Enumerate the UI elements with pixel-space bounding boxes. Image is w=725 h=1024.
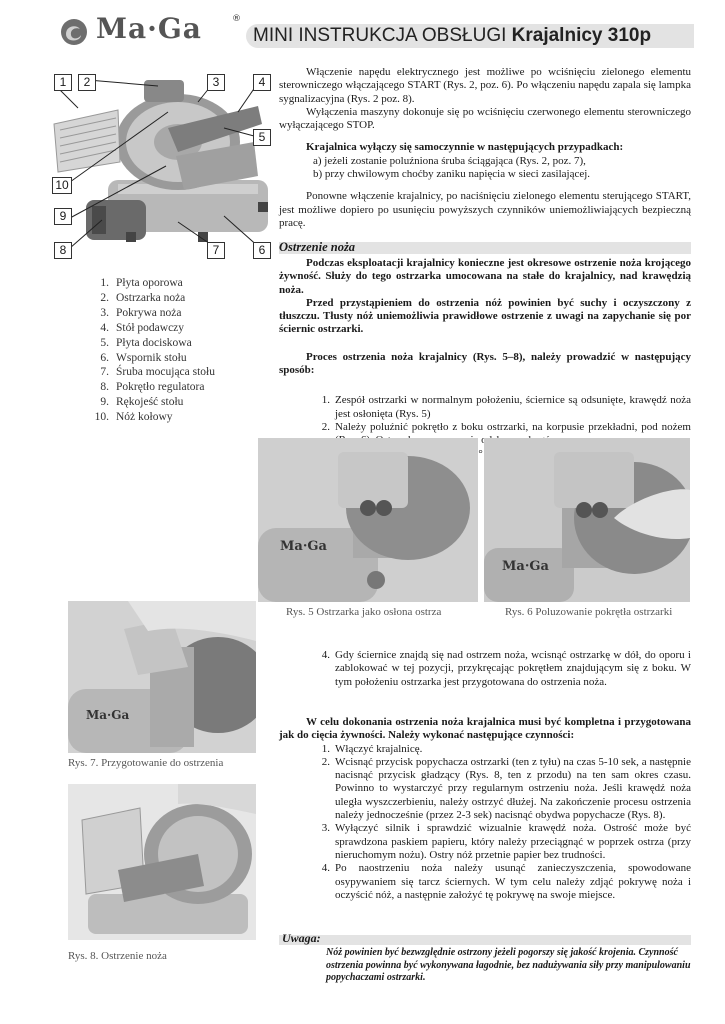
photo-rys8-drawing [68,784,256,940]
callout-1: 1 [54,74,72,91]
list-item: 4. Stół podawczy [100,321,185,334]
intro-paragraph-2: Wyłączenia maszyny dokonuje się po wciśnięciu czerwonego elementu sterowniczego wyłączającego STOP. [279,105,691,132]
registered-mark: ® [232,14,241,24]
note-text: Nóż powinien być bezwzględnie ostrzony jeżeli pogorszy się jakość krojenia. Czynność ostrzenia powinna być wykonywana łagodnie, bez nadużywania siły przy manipulowaniu popychaczami ostrzarki. [326,947,691,983]
intro-text [279,66,691,230]
list-item: 1. Płyta oporowa [100,277,183,289]
intro-case-a: a) jeżeli zostanie poluźniona śruba ściągająca (Rys. 2, poz. 7), [313,154,586,167]
photo-rys7-drawing [68,601,256,753]
photo-rys5-drawing [258,438,478,602]
photo-rys5-logo: Ma·Ga [280,539,327,554]
list-item: 3. Pokrywa noża [100,306,182,319]
section-title: Ostrzenie noża [279,240,356,254]
procedure-paragraph: W celu dokonania ostrzenia noża krajalnica musi być kompletna i przygotowana jak do cięcia żywności. Należy wykonać następujące czynności: [279,716,691,742]
list-item: 2. Należy poluźnić pokrętło z boku ostrzarki, na korpusie przekładni, pod nożem [321,420,691,433]
list-item: 1. Zespół ostrzarki w normalnym położeniu, ściernice są odsunięte, krawędź noża jest osłonięta (Rys. 5) [321,394,691,420]
section-paragraph-3: Proces ostrzenia noża krajalnicy (Rys. 5–8), należy prowadzić w następujący sposób: [279,350,691,377]
note-title: Uwaga: [282,931,321,945]
section-paragraph-2: Przed przystąpieniem do ostrzenia nóż powinien być suchy i oczyszczony z tłuszczu. Tłusty nóż uniemożliwia prawidłowe ostrzenie z uwagi na zapychanie się por ściernic ostrzarki. [279,296,691,336]
list-item: 4. Po naostrzeniu noża należy usunąć zanieczyszczenia, spowodowane osypywaniem się tarcz ściernych. W tym celu należy zdjąć pokrywę noża i oczyścić nóż, a następnie założyć tę pokrywę na swoje miejsce. [321,862,691,901]
callout-6: 6 [253,242,271,259]
photo-rys7 [68,601,256,753]
callout-10: 10 [52,177,72,194]
callout-5: 5 [253,129,271,146]
list-item: 5. Płyta dociskowa [100,336,192,349]
list-item: 2. Wcisnąć przycisk popychacza ostrzarki (ten z tyłu) na czas 5-10 sek, a następnie nacisnąć przycisk gładzący (Rys. 8, ten z przodu) na ten sam okres czasu. Powinno to wystarczyć przy regularnym ostrzeniu noża. Jeśli krawędź noża uległa wyszczerbieniu, należy ostrzyć dłużej. Na zakończenie procesu ostrzenia należy jednocześnie (przez 2-3 sek) nacisnąć obydwa popychacze (Rys. 8). [321,755,691,822]
photo-rys7-logo: Ma·Ga [86,708,130,722]
photo-rys5 [258,438,478,602]
parts-list [90,276,215,425]
step4-text [279,649,691,689]
slicer-diagram [48,72,274,260]
title-regular: MINI INSTRUKCJA OBSŁUGI [253,25,512,46]
callout-9: 9 [54,208,72,225]
intro-case-b: b) przy chwilowym choćby zaniku napięcia w sieci zasilającej. [313,168,591,181]
list-item: 8. Pokrętło regulatora [100,381,205,394]
callout-3: 3 [207,74,225,91]
intro-paragraph-1: Włączenie napędu elektrycznego jest możliwe po wciśnięciu zielonego elementu sterowniczego włączającego START (Rys. 2, poz. 6). Po włączeniu napędu zapala się lampka sygnalizacyjna (Rys. 2 poz. 8). [279,66,691,105]
callout-4: 4 [253,74,271,91]
intro-paragraph-3: Krajalnica wyłączy się samoczynnie w następujących przypadkach: [306,141,624,154]
list-item: 1. Włączyć krajalnicę. [321,742,423,755]
note-bar [279,935,691,945]
list-item: 9. Rękojeść stołu [100,396,184,409]
photo-rys6-drawing [484,438,690,602]
list-item: 6. Wspornik stołu [100,351,187,364]
callout-8: 8 [54,242,72,259]
maga-logo-swirl-icon [60,18,88,46]
title-bold: Krajalnicy 310p [511,25,652,46]
callout-7: 7 [207,242,225,259]
photo-rys6 [484,438,690,602]
procedure-text [279,716,691,902]
list-item: 7. Śruba mocująca stołu [100,366,216,379]
list-item: 10. Nóż kołowy [94,411,173,424]
steps-list-continued [279,649,691,689]
caption-rys8: Rys. 8. Ostrzenie noża [68,950,167,962]
list-item: 2. Ostrzarka noża [100,291,186,304]
procedure-steps [279,743,691,903]
photo-rys6-logo: Ma·Ga [502,559,549,574]
section-paragraph-1: Podczas eksploatacji krajalnicy konieczne jest okresowe ostrzenie noża krojącego żywność. Służy do tego ostrzarka umocowana na stałe do krajalnicy, nad krawędzią noża. [279,257,691,296]
intro-paragraph-4: Ponowne włączenie krajalnicy, po naciśnięciu zielonego elementu sterującego START, jest możliwe dopiero po usunięciu powyższych czynników uniemożliwiających bezpieczną pracę. [279,190,691,229]
photo-rys8 [68,784,256,940]
caption-rys7: Rys. 7. Przygotowanie do ostrzenia [68,757,224,769]
caption-rys5: Rys. 5 Ostrzarka jako osłona ostrza [286,606,442,618]
list-item: 3. Wyłączyć silnik i sprawdzić wizualnie krawędź noża. Ostrość może być sprawdzona paskiem papieru, który należy przeciągnąć w poprzek ostrza (przy nieruchomym nożu). Ostry nóż przetnie papier bez trudności. [321,822,691,861]
list-item: 4. Gdy ściernice znajdą się nad ostrzem noża, wcisnąć ostrzarkę w dół, do oporu i zablokować w tej pozycji, przykręcając pokrętłem znajdującym się z boku. W tym położeniu ostrzarka jest przygotowana do ostrzenia noża. [321,649,691,688]
page-title [253,24,651,48]
section-text [279,257,691,461]
maga-logo: Ma·Ga [96,12,202,45]
caption-rys6: Rys. 6 Poluzowanie pokrętła ostrzarki [505,606,673,618]
callout-2: 2 [78,74,96,91]
